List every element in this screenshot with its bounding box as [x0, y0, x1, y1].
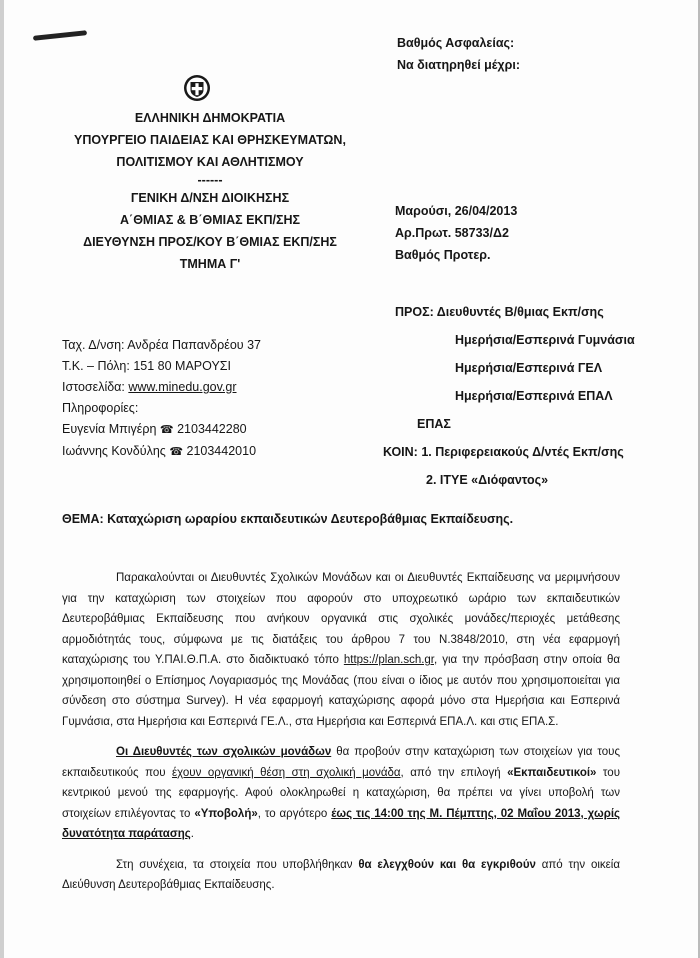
deadline-text: έως τις 14:00 της Μ. Πέμπτης, 02 Μαΐου 2013, χωρίς δυνατότητα παράτασης [62, 807, 620, 840]
letterhead-line: ΔΙΕΥΘΥΝΣΗ ΠΡΟΣ/ΚΟΥ Β΄ΘΜΙΑΣ ΕΚΠ/ΣΗΣ [83, 235, 337, 249]
plan-sch-link[interactable]: https://plan.sch.gr [343, 654, 434, 666]
text: του κεντρικού μενού της εφαρμογής. Αφού ολοκληρωθεί η καταχώριση, θα πρέπει να γίνει υποβολή των στοιχείων επιλέγοντας το [62, 766, 620, 820]
text: , για την πρόσβαση στην οποία θα χρησιμοποιηθεί ο Επίσημος Λογαριασμός της Μονάδας (που είναι ο ίδιος με αυτόν που χρησιμοποιείται για σύνδεση στο σύστημα Survey). Η νέα εφαρμογή καταχώρισης αφορά μόνο στα Ημερήσια και Εσπερινά Γυμνάσια, στα Ημερήσια και Εσπερινά ΓΕ.Λ., στα Ημερήσια και Εσπερινά ΕΠΑ.Λ. και στις ΕΠΑ.Σ. [62, 654, 620, 728]
letterhead-line: ΤΜΗΜΑ Γ' [179, 257, 241, 271]
phone-icon: ☎ [169, 446, 184, 458]
subject-line: ΘΕΜΑ: Καταχώριση ωραρίου εκπαιδευτικών Δευτεροβάθμιας Εκπαίδευσης. [62, 512, 514, 526]
contact-name: Ευγενία Μπιγέρη [62, 422, 157, 436]
emphasis-text: Οι Διευθυντές των σχολικών μονάδων [116, 746, 332, 758]
body-paragraph-1 [62, 568, 620, 732]
letterhead-divider: ------ [197, 173, 223, 187]
security-classification-label: Βαθμός Ασφαλείας: [397, 36, 515, 50]
text: . [190, 828, 194, 840]
text: θα προβούν στην καταχώριση των στοιχείων για τους εκπαιδευτικούς που [62, 746, 620, 779]
website-link[interactable]: www.minedu.gov.gr [128, 380, 237, 394]
protocol-number: Αρ.Πρωτ. 58733/Δ2 [395, 226, 509, 240]
text: από την οικεία Διεύθυνση Δευτεροβάθμιας Εκπαίδευσης. [62, 858, 620, 891]
recipient: Ημερήσια/Εσπερινά Γυμνάσια [455, 333, 635, 347]
greek-coat-of-arms-icon [183, 74, 211, 102]
recipients-block [383, 302, 635, 498]
recipient: Ημερήσια/Εσπερινά ΕΠΑΛ [455, 389, 613, 403]
cc-row [383, 442, 635, 470]
letter-body [62, 568, 620, 906]
recipient-row [395, 302, 635, 330]
body-paragraph-3 [62, 855, 620, 896]
text: , από την επιλογή [400, 766, 508, 779]
website-label: Ιστοσελίδα: [62, 380, 129, 394]
recipient: Ημερήσια/Εσπερινά ΓΕΛ [455, 361, 603, 375]
text: Παρακαλούνται οι Διευθυντές Σχολικών Μονάδων και οι Διευθυντές Εκπαίδευσης να μεριμνήσουν για την καταχώριση των στοιχείων που αφορούν στο υποχρεωτικό ωράριο των εκπαιδευτικών Δευτεροβάθμιας Εκπαίδευσης που ανήκουν οργανικά στις σχολικές μονάδες/περιοχές μετάθεσης αρμοδιότητάς τους, σύμφωνα με τις διατάξεις του άρθρου 7 του Ν.3848/2010, στη νέα εφαρμογή καταχώρισης του Υ.ΠΑΙ.Θ.Π.Α. στο διαδικτυακό τόπο [62, 572, 620, 666]
cc-label: ΚΟΙΝ: [383, 445, 418, 459]
info-label: Πληροφορίες: [62, 401, 139, 415]
security-block [397, 32, 520, 76]
contact-row [62, 419, 261, 441]
menu-option-text: «Εκπαιδευτικοί» [507, 766, 597, 779]
cc-recipient: 2. ΙΤΥΕ «Διόφαντος» [426, 473, 549, 487]
street-address: Ταχ. Δ/νση: Ανδρέα Παπανδρέου 37 [62, 338, 261, 352]
letterhead-line: ΕΛΛΗΝΙΚΗ ΔΗΜΟΚΡΑΤΙΑ [134, 111, 286, 125]
body-paragraph-2 [62, 742, 620, 845]
contact-row [62, 441, 261, 463]
text: , το αργότερο [257, 807, 332, 820]
pen-mark [33, 30, 87, 41]
letterhead-line: ΥΠΟΥΡΓΕΙΟ ΠΑΙΔΕΙΑΣ ΚΑΙ ΘΡΗΣΚΕΥΜΑΤΩΝ, [74, 133, 346, 147]
cc-recipient: 1. Περιφερειακούς Δ/ντές Εκπ/σης [421, 445, 624, 459]
postal-city: Τ.Κ. – Πόλη: 151 80 ΜΑΡΟΥΣΙ [62, 359, 231, 373]
letterhead [60, 107, 360, 275]
contact-phone: 2103442280 [177, 422, 247, 436]
emphasis-text: θα ελεγχθούν και θα εγκριθούν [358, 858, 536, 871]
priority-label: Βαθμός Προτερ. [395, 248, 491, 262]
document-meta [395, 200, 517, 266]
letterhead-line: ΠΟΛΙΤΙΣΜΟΥ ΚΑΙ ΑΘΛΗΤΙΣΜΟΥ [116, 155, 304, 169]
scan-left-edge [0, 0, 4, 958]
recipient: Διευθυντές Β/θμιας Εκπ/σης [436, 305, 604, 319]
menu-option-text: «Υποβολή» [194, 807, 258, 820]
contact-name: Ιωάννης Κονδύλης [62, 444, 166, 458]
underlined-text: έχουν οργανική θέση στη σχολική μονάδα [172, 766, 401, 779]
text: Στη συνέχεια, τα στοιχεία που υποβλήθηκαν [116, 858, 359, 871]
letterhead-line: Α΄ΘΜΙΑΣ & Β΄ΘΜΙΑΣ ΕΚΠ/ΣΗΣ [120, 213, 300, 227]
letterhead-line: ΓΕΝΙΚΗ Δ/ΝΣΗ ΔΙΟΙΚΗΣΗΣ [130, 191, 290, 205]
to-label: ΠΡΟΣ: [395, 305, 434, 319]
contact-phone: 2103442010 [186, 444, 257, 458]
website-row [62, 377, 261, 398]
address-block [62, 335, 261, 463]
phone-icon: ☎ [159, 424, 174, 436]
recipient: ΕΠΑΣ [417, 417, 451, 431]
retain-until-label: Να διατηρηθεί μέχρι: [397, 58, 520, 72]
place-date: Μαρούσι, 26/04/2013 [395, 204, 518, 218]
